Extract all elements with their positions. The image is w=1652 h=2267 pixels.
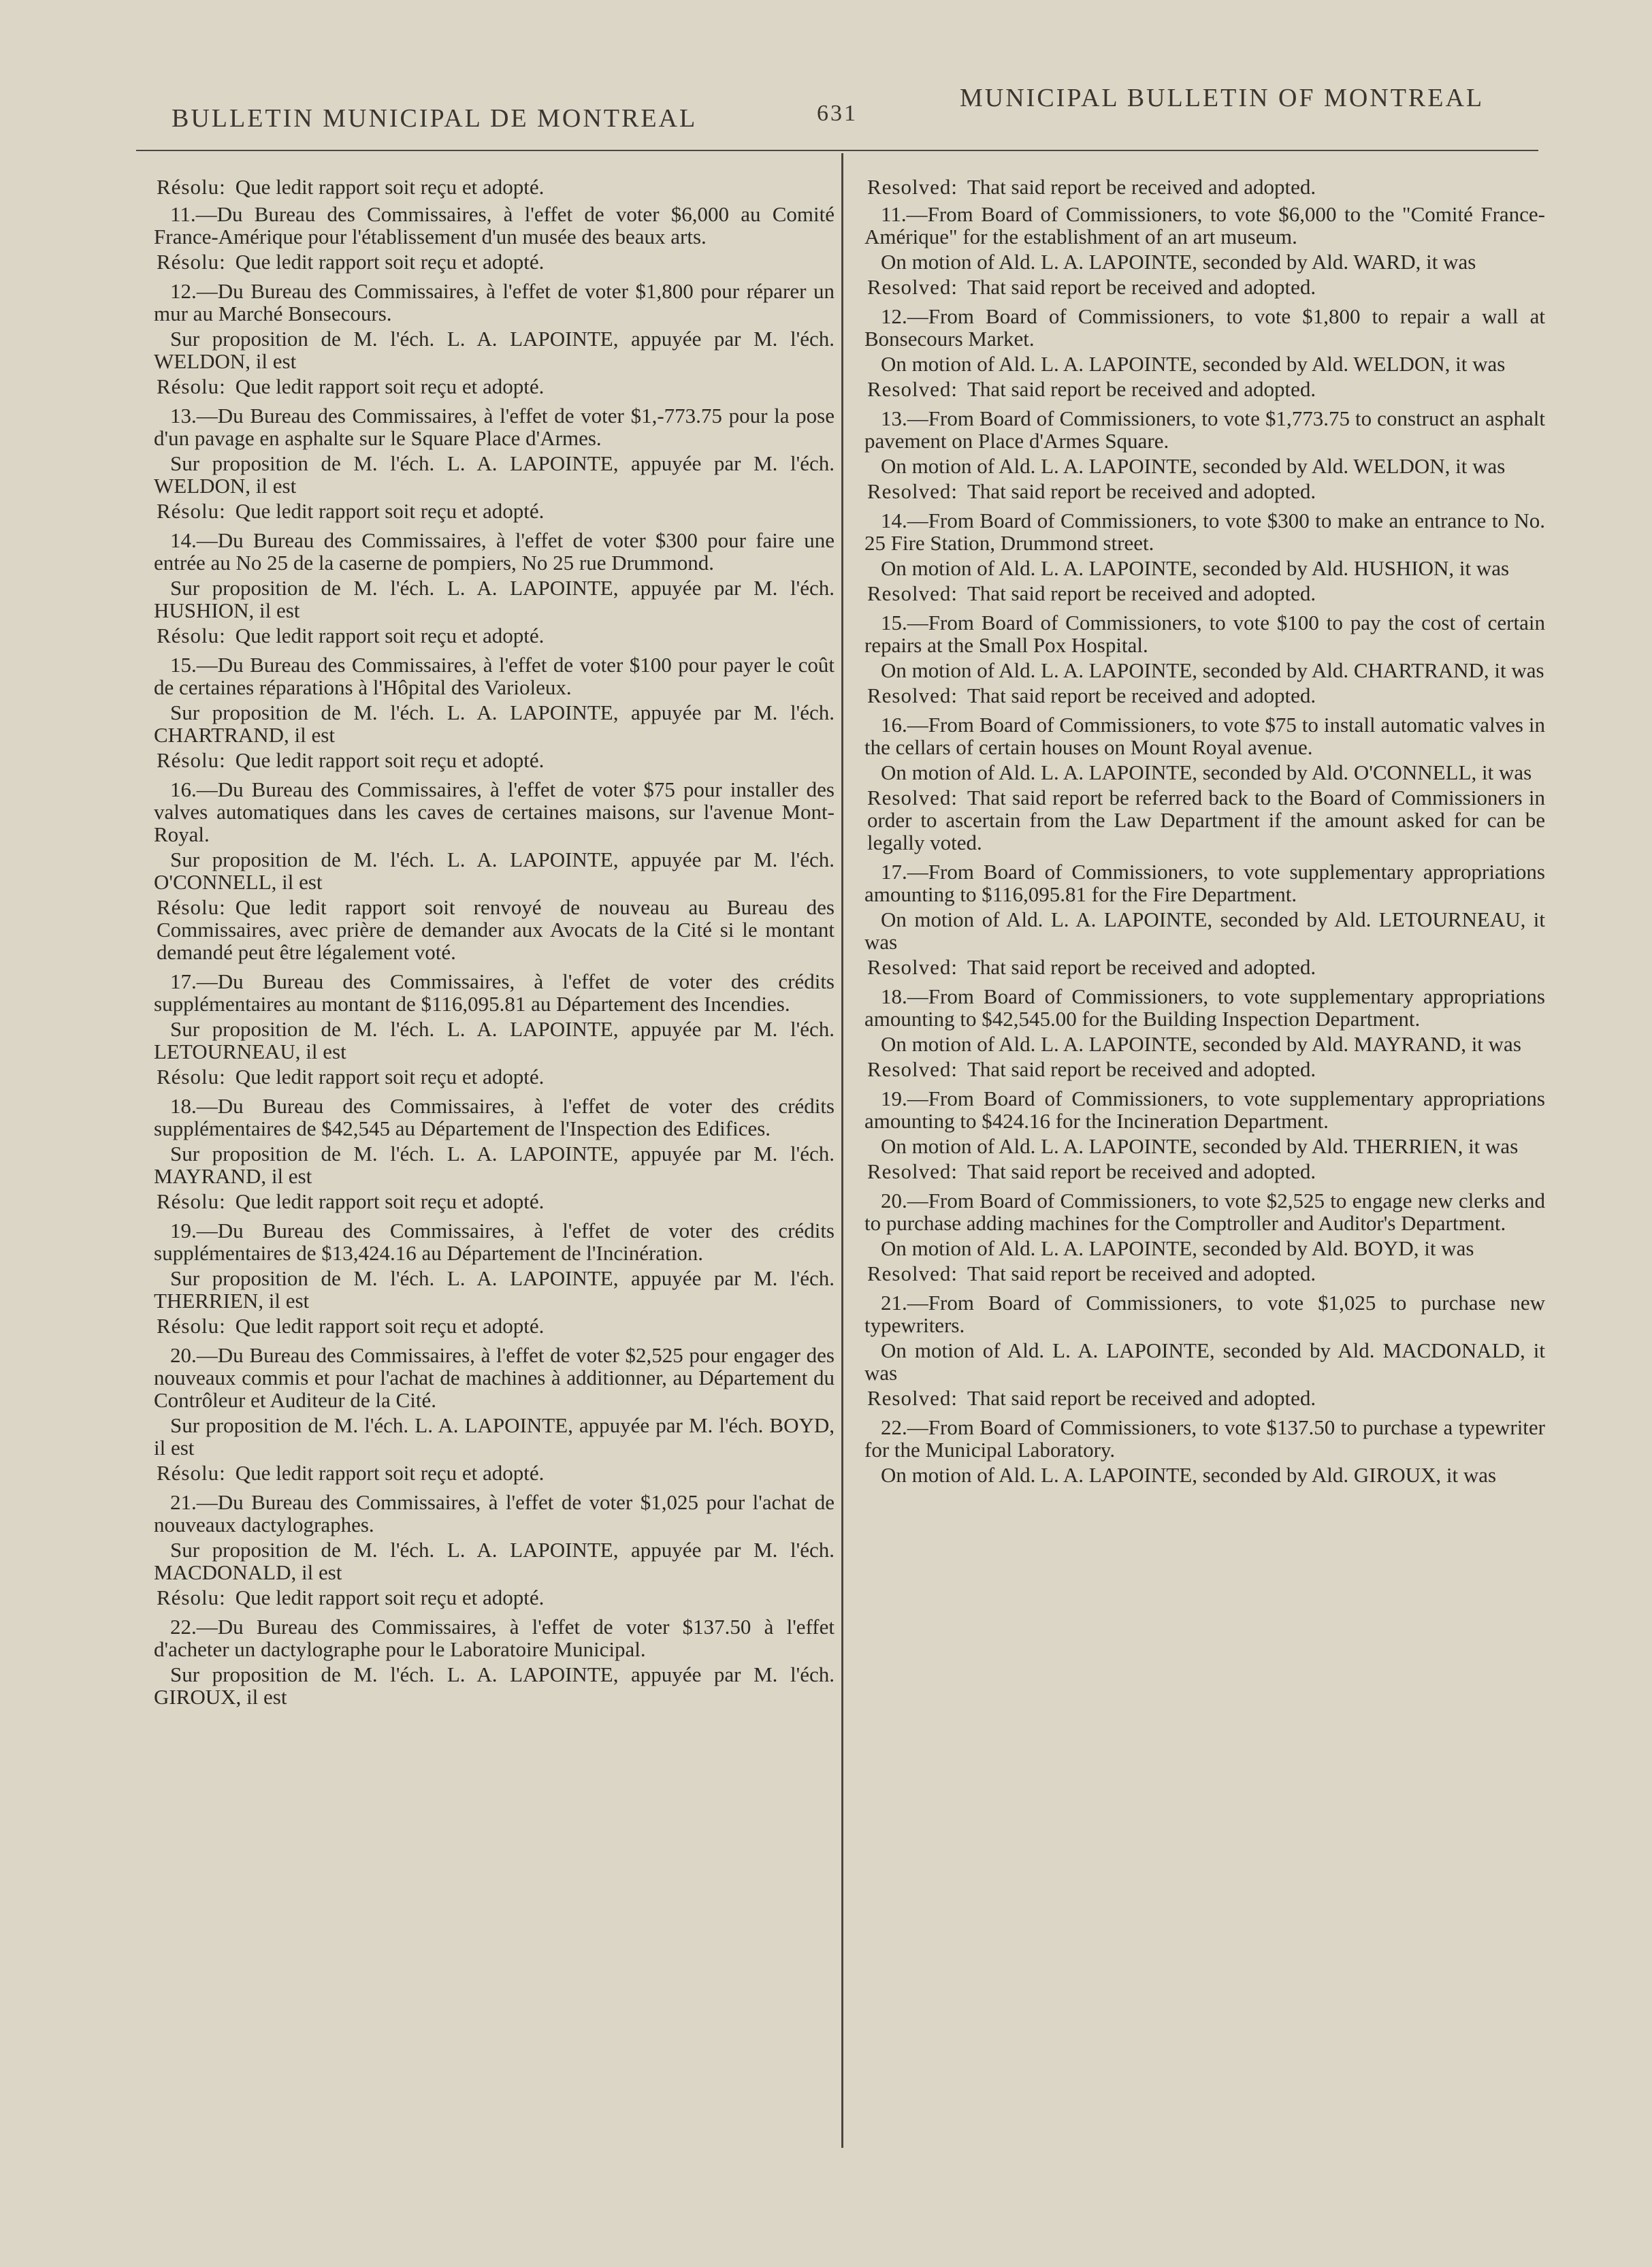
agenda-item [154,280,835,398]
resolution-label: Resolved: [867,275,958,299]
item-resolution [154,1315,835,1337]
agenda-item [864,305,1545,400]
item-heading: 20.—Du Bureau des Commissaires, à l'effet de voter $2,525 pour engager des nouveaux commis et pour l'achat de machines à additionner, au Département du Contrôleur et Auditeur de la Cité. [154,1343,835,1412]
resolution-label: Resolved: [867,377,958,401]
item-resolution [864,1058,1545,1080]
item-motion: On motion of Ald. L. A. LAPOINTE, seconded by Ald. GIROUX, it was [881,1463,1497,1487]
resolution-text: Que ledit rapport soit reçu et adopté. [235,624,545,647]
resolution-label: Resolved: [867,684,958,707]
resolution-text: Que ledit rapport soit reçu et adopté. [235,499,545,523]
resolution-text: That said report be referred back to the Board of Commissioners in order to ascertain from the Law Department if the amount asked for can be legally voted. [867,786,1545,854]
item-resolution [864,1387,1545,1409]
intro-resolution [864,176,1545,198]
item-heading: 11.—Du Bureau des Commissaires, à l'effet de voter $6,000 au Comité France-Amérique pour l'établissement d'un musée des beaux arts. [154,202,835,248]
agenda-item [864,713,1545,854]
resolution-label: Resolved: [867,955,958,979]
item-motion: On motion of Ald. L. A. LAPOINTE, seconded by Ald. WELDON, it was [881,454,1506,478]
item-heading: 18.—From Board of Commissioners, to vote supplementary appropriations amounting to $42,545.00 for the Building Inspection Department. [864,984,1545,1031]
resolution-text: That said report be received and adopted. [967,1261,1316,1285]
resolution-label: Résolu: [157,1461,226,1485]
item-resolution [864,956,1545,978]
resolution-label: Resolved: [867,479,958,503]
resolution-label: Résolu: [157,895,226,919]
intro-resolution [154,176,835,198]
resolution-text: Que ledit rapport soit reçu et adopté. [235,1586,545,1609]
agenda-item [864,1416,1545,1486]
item-motion: Sur proposition de M. l'éch. L. A. LAPOINTE, appuyée par M. l'éch. THERRIEN, il est [154,1266,835,1313]
agenda-item [864,1291,1545,1409]
item-motion: Sur proposition de M. l'éch. L. A. LAPOINTE, appuyée par M. l'éch. CHARTRAND, il est [154,701,835,747]
resolution-label: Resolved: [867,581,958,605]
resolution-text: That said report be received and adopted. [967,581,1316,605]
agenda-item [154,404,835,522]
french-column [154,176,835,1715]
item-motion: Sur proposition de M. l'éch. L. A. LAPOINTE, appuyée par M. l'éch. WELDON, il est [154,451,835,498]
item-resolution [864,1262,1545,1285]
item-resolution [154,1586,835,1609]
agenda-item [154,1491,835,1609]
agenda-item [864,203,1545,298]
item-heading: 13.—From Board of Commissioners, to vote $1,773.75 to construct an asphalt pavement on Place d'Armes Square. [864,406,1545,453]
resolution-text: Que ledit rapport soit renvoyé de nouveau au Bureau des Commissaires, avec prière de demander aux Avocats de la Cité si le montant demandé peut être légalement voté. [157,895,835,964]
item-resolution [154,1190,835,1212]
resolution-label: Résolu: [157,1189,226,1213]
header-rule [136,150,1538,151]
item-resolution [864,786,1545,854]
resolution-text: That said report be received and adopted. [967,175,1316,199]
item-motion: Sur proposition de M. l'éch. L. A. LAPOINTE, appuyée par M. l'éch. LETOURNEAU, il est [154,1017,835,1063]
item-heading: 15.—From Board of Commissioners, to vote $100 to pay the cost of certain repairs at the Small Pox Hospital. [864,611,1545,657]
agenda-item [154,654,835,771]
resolution-label: Resolved: [867,786,958,809]
resolution-text: That said report be received and adopted. [967,479,1316,503]
resolution-label: Résolu: [157,250,226,274]
item-resolution [154,1065,835,1088]
item-motion: On motion of Ald. L. A. LAPOINTE, seconded by Ald. MACDONALD, it was [864,1338,1545,1385]
item-motion: Sur proposition de M. l'éch. L. A. LAPOINTE, appuyée par M. l'éch. BOYD, il est [154,1413,835,1460]
agenda-item [864,861,1545,978]
resolution-text: That said report be received and adopted. [967,377,1316,401]
item-resolution [154,624,835,647]
item-motion: On motion of Ald. L. A. LAPOINTE, seconded by Ald. CHARTRAND, it was [881,658,1544,682]
item-resolution [864,684,1545,707]
resolution-label: Resolved: [867,1057,958,1081]
item-motion: Sur proposition de M. l'éch. L. A. LAPOINTE, appuyée par M. l'éch. GIROUX, il est [154,1662,835,1709]
item-resolution [154,375,835,398]
resolution-label: Résolu: [157,1586,226,1609]
item-heading: 12.—Du Bureau des Commissaires, à l'effet de voter $1,800 pour réparer un mur au Marché Bonsecours. [154,279,835,325]
item-heading: 15.—Du Bureau des Commissaires, à l'effet de voter $100 pour payer le coût de certaines réparations à l'Hôpital des Varioleux. [154,653,835,699]
item-heading: 12.—From Board of Commissioners, to vote $1,800 to repair a wall at Bonsecours Market. [864,304,1545,351]
item-heading: 17.—Du Bureau des Commissaires, à l'effet de voter des crédits supplémentaires au montant de $116,095.81 au Département des Incendies. [154,969,835,1016]
agenda-item [864,1189,1545,1285]
resolution-text: That said report be received and adopted. [967,275,1316,299]
resolution-text: That said report be received and adopted. [967,955,1316,979]
resolution-label: Resolved: [867,1386,958,1410]
resolution-label: Resolved: [867,1261,958,1285]
resolution-text: Que ledit rapport soit reçu et adopté. [235,250,545,274]
item-motion: On motion of Ald. L. A. LAPOINTE, seconded by Ald. THERRIEN, it was [881,1134,1519,1158]
english-column [864,176,1545,1493]
resolution-label: Résolu: [157,374,226,398]
item-motion: Sur proposition de M. l'éch. L. A. LAPOINTE, appuyée par M. l'éch. WELDON, il est [154,327,835,373]
resolution-text: That said report be received and adopted. [967,1386,1316,1410]
item-motion: On motion of Ald. L. A. LAPOINTE, seconded by Ald. BOYD, it was [881,1236,1474,1260]
resolution-label: Resolved: [867,175,958,199]
agenda-item [864,985,1545,1080]
item-heading: 21.—Du Bureau des Commissaires, à l'effet de voter $1,025 pour l'achat de nouveaux dactylographes. [154,1490,835,1537]
resolution-label: Résolu: [157,748,226,772]
item-resolution [154,896,835,963]
agenda-item [864,611,1545,707]
english-title: MUNICIPAL BULLETIN OF MONTREAL [960,84,1485,112]
item-resolution [154,500,835,522]
agenda-item [154,1344,835,1484]
resolution-text: Que ledit rapport soit reçu et adopté. [235,1461,545,1485]
agenda-item [154,1095,835,1212]
item-heading: 17.—From Board of Commissioners, to vote supplementary appropriations amounting to $116,095.81 for the Fire Department. [864,860,1545,906]
resolution-text: Que ledit rapport soit reçu et adopté. [235,1065,545,1089]
item-motion: On motion of Ald. L. A. LAPOINTE, seconded by Ald. MAYRAND, it was [881,1032,1521,1056]
item-resolution [154,749,835,771]
item-motion: Sur proposition de M. l'éch. L. A. LAPOINTE, appuyée par M. l'éch. O'CONNELL, il est [154,848,835,894]
item-resolution [154,1462,835,1484]
page-header [0,68,1652,150]
item-heading: 19.—From Board of Commissioners, to vote supplementary appropriations amounting to $424.16 for the Incineration Department. [864,1087,1545,1133]
item-heading: 18.—Du Bureau des Commissaires, à l'effet de voter des crédits supplémentaires de $42,545 au Département de l'Inspection des Edifices. [154,1094,835,1140]
resolution-label: Résolu: [157,175,226,199]
item-motion: On motion of Ald. L. A. LAPOINTE, seconded by Ald. WARD, it was [881,250,1476,274]
item-motion: On motion of Ald. L. A. LAPOINTE, seconded by Ald. O'CONNELL, it was [881,760,1532,784]
item-heading: 13.—Du Bureau des Commissaires, à l'effet de voter $1,-773.75 pour la pose d'un pavage en asphalte sur le Square Place d'Armes. [154,404,835,450]
page-number: 631 [817,101,858,126]
item-resolution [154,251,835,273]
resolution-text: Que ledit rapport soit reçu et adopté. [235,1314,545,1338]
item-motion: On motion of Ald. L. A. LAPOINTE, seconded by Ald. HUSHION, it was [881,556,1510,580]
resolution-label: Résolu: [157,624,226,647]
item-heading: 21.—From Board of Commissioners, to vote $1,025 to purchase new typewriters. [864,1291,1545,1337]
item-heading: 14.—From Board of Commissioners, to vote $300 to make an entrance to No. 25 Fire Station, Drummond street. [864,509,1545,555]
resolution-text: Que ledit rapport soit reçu et adopté. [235,175,545,199]
item-motion: On motion of Ald. L. A. LAPOINTE, seconded by Ald. LETOURNEAU, it was [864,907,1545,954]
resolution-text: Que ledit rapport soit reçu et adopté. [235,748,545,772]
item-resolution [864,276,1545,298]
item-resolution [864,1160,1545,1183]
agenda-item [154,1615,835,1708]
french-title: BULLETIN MUNICIPAL DE MONTREAL [172,104,698,133]
agenda-item [864,509,1545,605]
item-heading: 16.—From Board of Commissioners, to vote $75 to install automatic valves in the cellars of certain houses on Mount Royal avenue. [864,713,1545,759]
item-resolution [864,378,1545,400]
item-motion: On motion of Ald. L. A. LAPOINTE, seconded by Ald. WELDON, it was [881,352,1506,376]
item-heading: 22.—From Board of Commissioners, to vote $137.50 to purchase a typewriter for the Municipal Laboratory. [864,1415,1545,1462]
agenda-item [864,407,1545,502]
item-heading: 22.—Du Bureau des Commissaires, à l'effet de voter $137.50 à l'effet d'acheter un dactylographe pour le Laboratoire Municipal. [154,1615,835,1661]
column-divider [841,153,843,2148]
resolution-label: Résolu: [157,1314,226,1338]
agenda-item [154,778,835,963]
resolution-text: That said report be received and adopted. [967,1159,1316,1183]
item-resolution [864,480,1545,502]
agenda-item [864,1087,1545,1183]
item-heading: 19.—Du Bureau des Commissaires, à l'effet de voter des crédits supplémentaires de $13,424.16 au Département de l'Incinération. [154,1219,835,1265]
item-heading: 20.—From Board of Commissioners, to vote $2,525 to engage new clerks and to purchase adding machines for the Comptroller and Auditor's Department. [864,1189,1545,1235]
resolution-text: That said report be received and adopted. [967,684,1316,707]
item-heading: 16.—Du Bureau des Commissaires, à l'effet de voter $75 pour installer des valves automatiques dans les caves de certaines maisons, sur l'avenue Mont-Royal. [154,777,835,846]
resolution-label: Résolu: [157,1065,226,1089]
resolution-text: Que ledit rapport soit reçu et adopté. [235,1189,545,1213]
resolution-text: Que ledit rapport soit reçu et adopté. [235,374,545,398]
item-motion: Sur proposition de M. l'éch. L. A. LAPOINTE, appuyée par M. l'éch. HUSHION, il est [154,576,835,622]
resolution-label: Resolved: [867,1159,958,1183]
agenda-item [154,529,835,647]
agenda-item [154,970,835,1088]
item-motion: Sur proposition de M. l'éch. L. A. LAPOINTE, appuyée par M. l'éch. MACDONALD, il est [154,1538,835,1584]
item-heading: 11.—From Board of Commissioners, to vote $6,000 to the "Comité France-Amérique" for the establishment of an art museum. [864,202,1545,248]
resolution-text: That said report be received and adopted. [967,1057,1316,1081]
item-motion: Sur proposition de M. l'éch. L. A. LAPOINTE, appuyée par M. l'éch. MAYRAND, il est [154,1142,835,1188]
agenda-item [154,203,835,273]
agenda-item [154,1219,835,1337]
item-heading: 14.—Du Bureau des Commissaires, à l'effet de voter $300 pour faire une entrée au No 25 de la caserne de pompiers, No 25 rue Drummond. [154,528,835,575]
resolution-label: Résolu: [157,499,226,523]
item-resolution [864,582,1545,605]
